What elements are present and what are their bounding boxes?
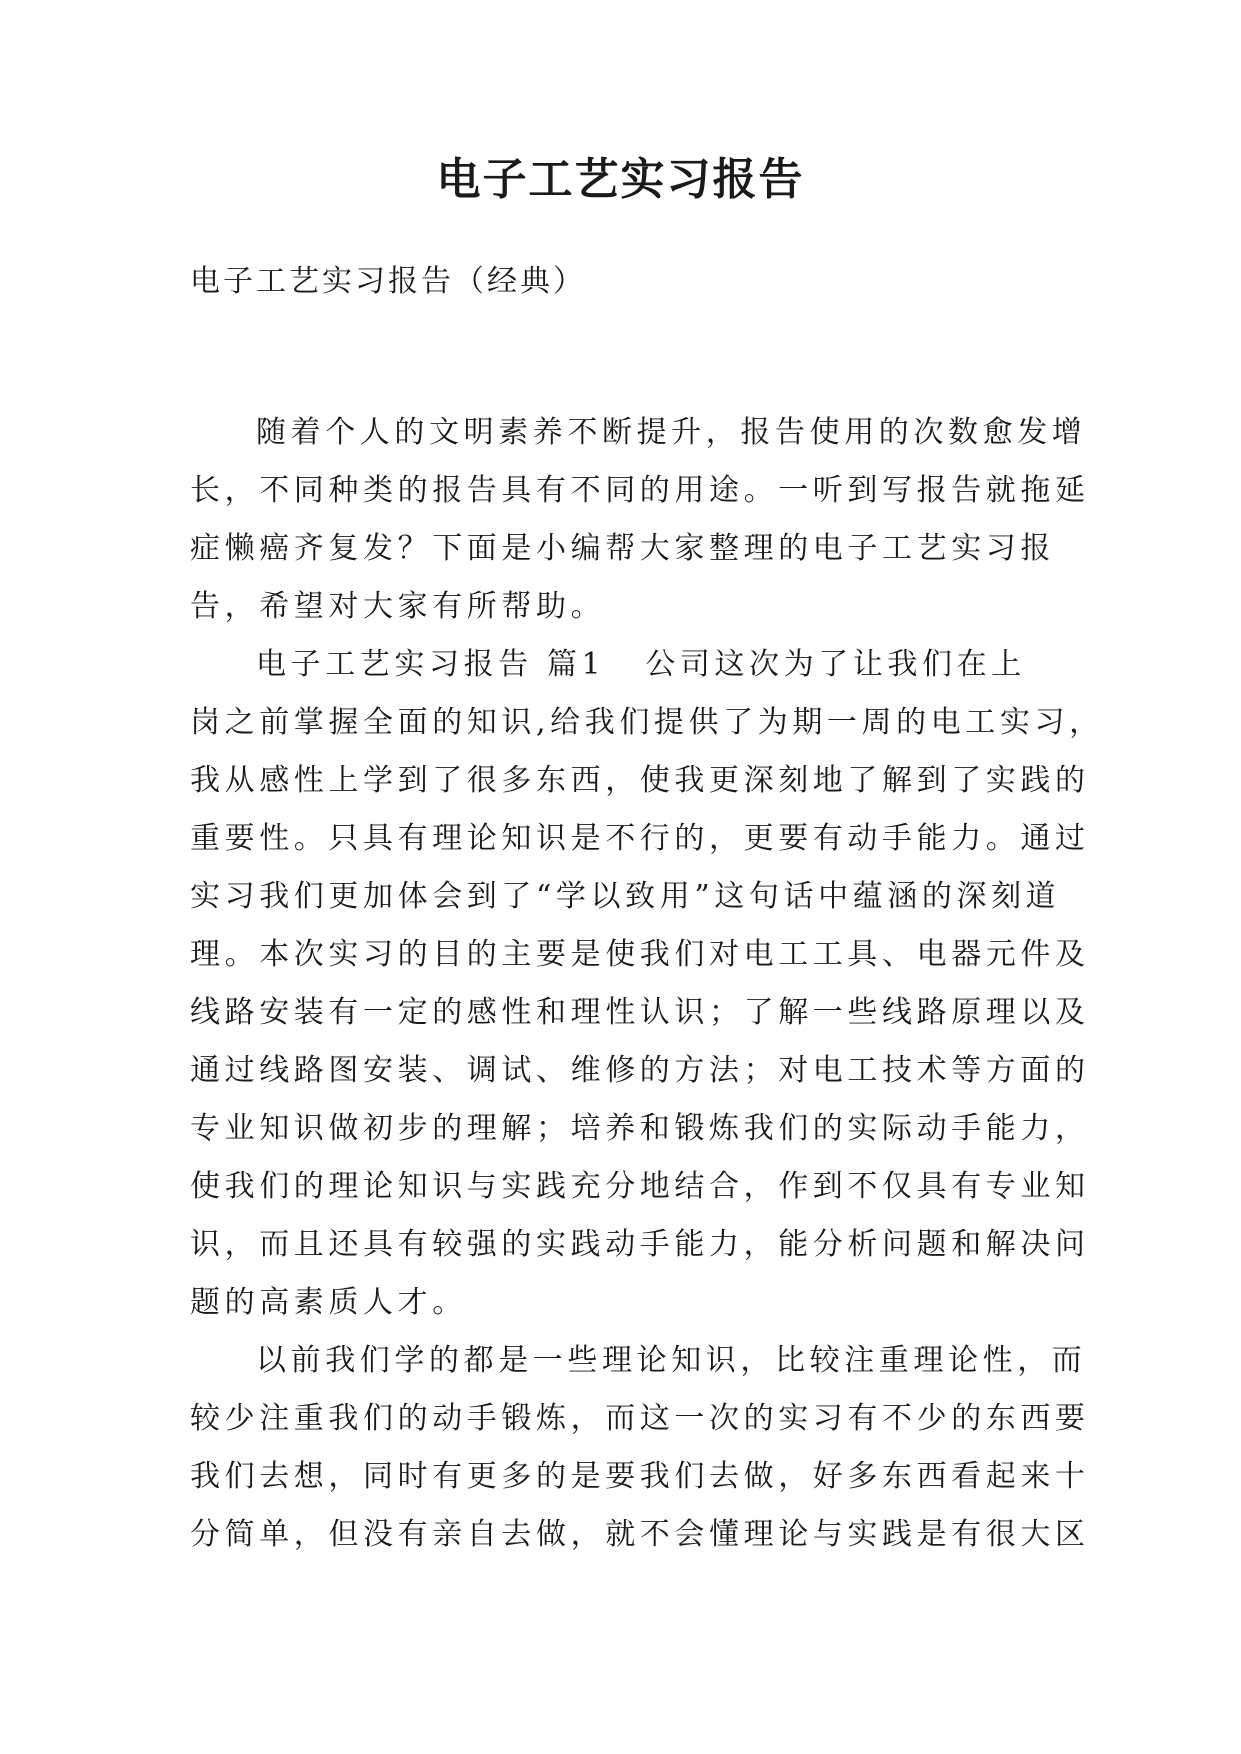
paragraph-2-line-9: 专业知识做初步的理解；培养和锻炼我们的实际动手能力， xyxy=(190,1111,1090,1146)
document-title: 电子工艺实习报告 xyxy=(436,154,805,205)
paragraph-2-line-10: 使我们的理论知识与实践充分地结合，作到不仅具有专业知 xyxy=(190,1169,1090,1204)
paragraph-2-line-3: 我从感性上学到了很多东西，使我更深刻地了解到了实践的 xyxy=(190,763,1090,798)
section-heading: 电子工艺实习报告 篇1 xyxy=(256,647,606,682)
paragraph-2-line-1 xyxy=(190,636,1060,694)
paragraph-3-line-1: 以前我们学的都是一些理论知识，比较注重理论性，而 xyxy=(256,1343,1087,1378)
paragraph-2-line-5: 实习我们更加体会到了“学以致用”这句话中蕴涵的深刻道 xyxy=(190,879,1061,914)
paragraph-1-line-2: 长，不同种类的报告具有不同的用途。一听到写报告就拖延 xyxy=(190,473,1090,508)
paragraph-2-line-12: 题的高素质人才。 xyxy=(190,1285,467,1320)
paragraph-2-line-2: 岗之前掌握全面的知识,给我们提供了为期一周的电工实习， xyxy=(190,705,1104,740)
paragraph-2-first-line-text: 公司这次为了让我们在上 xyxy=(645,647,1026,682)
paragraph-2-line-8: 通过线路图安装、调试、维修的方法；对电工技术等方面的 xyxy=(190,1053,1090,1088)
paragraph-2-line-11: 识，而且还具有较强的实践动手能力，能分析问题和解决问 xyxy=(190,1227,1090,1262)
document-body xyxy=(190,404,1104,1564)
document-subtitle: 电子工艺实习报告（经典） xyxy=(190,264,586,299)
paragraph-1-line-1: 随着个人的文明素养不断提升，报告使用的次数愈发增 xyxy=(256,415,1087,450)
paragraph-2-line-4: 重要性。只具有理论知识是不行的，更要有动手能力。通过 xyxy=(190,821,1090,856)
paragraph-3-line-2: 较少注重我们的动手锻炼，而这一次的实习有不少的东西要 xyxy=(190,1401,1090,1436)
paragraph-2-line-6: 理。本次实习的目的主要是使我们对电工工具、电器元件及 xyxy=(190,937,1090,972)
paragraph-1-line-4: 告，希望对大家有所帮助。 xyxy=(190,589,606,624)
paragraph-2-line-7: 线路安装有一定的感性和理性认识；了解一些线路原理以及 xyxy=(190,995,1090,1030)
paragraph-3-line-3: 我们去想，同时有更多的是要我们去做，好多东西看起来十 xyxy=(190,1459,1090,1494)
paragraph-1-line-3: 症懒癌齐复发？下面是小编帮大家整理的电子工艺实习报 xyxy=(190,531,1055,566)
paragraph-3-line-4: 分简单，但没有亲自去做，就不会懂理论与实践是有很大区 xyxy=(190,1517,1090,1552)
